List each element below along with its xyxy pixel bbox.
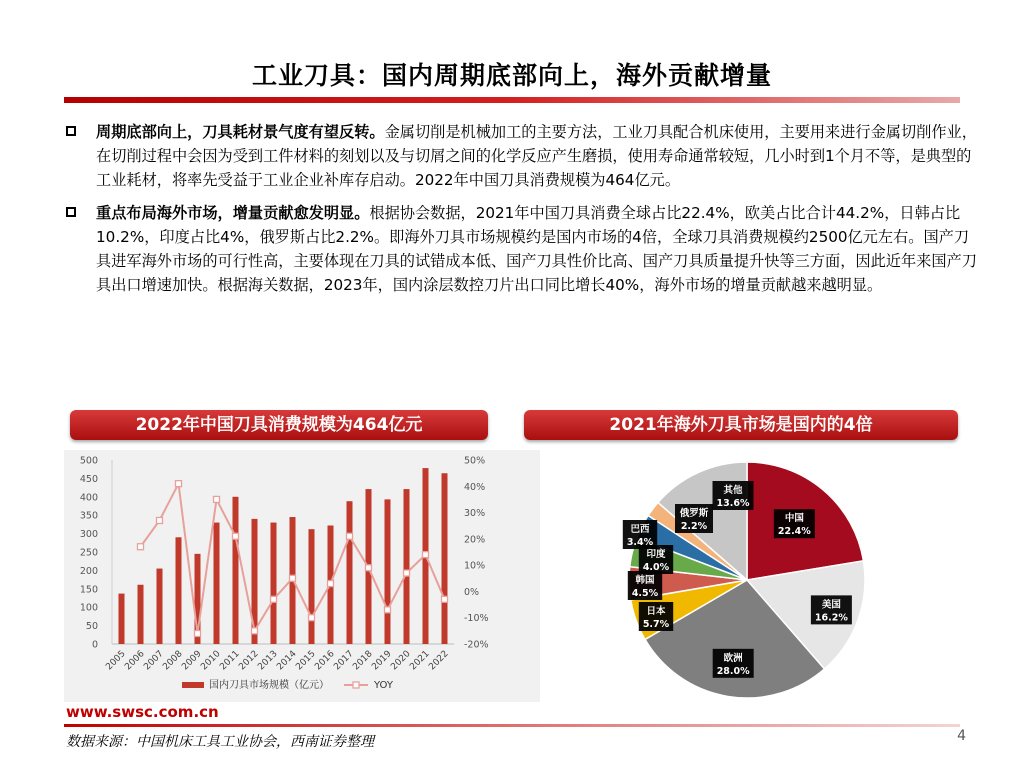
x-tick-label: 2008 (161, 649, 185, 673)
yoy-point (423, 552, 429, 558)
bullet-heading: 周期底部向上，刀具耗材景气度有望反转。 (96, 123, 385, 141)
x-tick-label: 2007 (142, 649, 166, 673)
pie-slice-value: 2.2% (680, 521, 708, 532)
y-tick-label: 400 (79, 492, 98, 504)
yoy-point (214, 496, 220, 502)
x-tick-label: 2020 (389, 649, 413, 673)
x-tick-label: 2012 (237, 649, 261, 673)
y2-tick-label: 50% (464, 455, 486, 467)
x-tick-label: 2015 (294, 649, 318, 673)
bar (138, 585, 144, 644)
yoy-point (290, 575, 296, 581)
x-tick-label: 2021 (408, 649, 432, 673)
bar (347, 501, 353, 644)
yoy-point (138, 544, 144, 550)
yoy-point (271, 596, 277, 602)
bullet-overseas (64, 201, 984, 297)
pie-slice-name: 欧洲 (723, 652, 743, 664)
bar (442, 473, 448, 644)
yoy-point (157, 517, 163, 523)
y-tick-label: 50 (85, 621, 98, 633)
square-bullet-icon (66, 126, 76, 136)
bar (119, 594, 125, 644)
x-tick-label: 2005 (104, 649, 128, 673)
bar (214, 523, 220, 644)
x-tick-label: 2016 (313, 649, 337, 673)
y-tick-label: 350 (79, 510, 98, 522)
legend-line-label: YOY (374, 680, 393, 691)
title-underline (64, 97, 960, 103)
x-tick-label: 2017 (332, 649, 356, 673)
y2-tick-label: -20% (464, 639, 489, 651)
page-number: 4 (957, 728, 966, 744)
bar (233, 497, 239, 644)
y2-tick-label: 10% (464, 560, 486, 572)
bar (385, 499, 391, 644)
legend-line-marker (353, 682, 359, 688)
bar (309, 529, 315, 644)
pie-slice-value: 4.5% (631, 588, 659, 599)
x-tick-label: 2009 (180, 649, 204, 673)
right-chart-banner: 2021年海外刀具市场是国内的4倍 (524, 410, 958, 440)
legend-bar-label: 国内刀具市场规模（亿元） (209, 680, 329, 691)
y-tick-label: 450 (79, 473, 98, 485)
pie-slice-value: 5.7% (642, 619, 670, 630)
pie-slice-name: 巴西 (630, 524, 650, 535)
bar-line-chart (64, 450, 540, 702)
pie-slice-name: 中国 (784, 513, 804, 525)
y-tick-label: 150 (79, 584, 98, 596)
square-bullet-icon (66, 207, 76, 217)
footer-divider (64, 724, 960, 727)
bar (271, 523, 277, 644)
yoy-point (366, 565, 372, 571)
x-tick-label: 2019 (370, 649, 394, 673)
yoy-point (309, 615, 315, 621)
pie-chart-panel (540, 450, 960, 702)
x-tick-label: 2013 (256, 649, 280, 673)
y2-tick-label: -10% (464, 613, 489, 625)
y-tick-label: 500 (79, 455, 98, 467)
left-chart-banner: 2022年中国刀具消费规模为464亿元 (70, 410, 488, 440)
pie-chart (540, 450, 960, 702)
pie-slice-value: 28.0% (716, 665, 750, 677)
pie-slice-name: 日本 (646, 606, 666, 617)
yoy-point (347, 533, 353, 539)
page-title: 工业刀具：国内周期底部向上，海外贡献增量 (251, 61, 772, 90)
y-tick-label: 300 (79, 529, 98, 541)
bullet-text: 金属切削是机械加工的主要方法，工业刀具配合机床使用，主要用来进行金属切削作业，在切削过程中会因为受到工件材料的刻划以及与切屑之间的化学反应产生磨损，使用寿命通常较短，几小时到1个月不等，是典型的工业耗材，将率先受益于工业企业补库存启动。2022年中国刀具消费规模为464亿元。 (96, 123, 977, 189)
yoy-point (252, 628, 258, 634)
yoy-point (442, 596, 448, 602)
y-tick-label: 200 (79, 565, 98, 577)
yoy-point (176, 481, 182, 487)
bar-chart-panel (64, 450, 540, 702)
y-tick-label: 250 (79, 547, 98, 559)
data-source: 数据来源：中国机床工具工业协会，西南证券整理 (66, 734, 374, 750)
x-tick-label: 2011 (218, 649, 242, 673)
pie-slice-value: 3.4% (626, 537, 654, 548)
pie-slice-name: 其他 (723, 485, 743, 496)
pie-slice-value: 16.2% (814, 612, 848, 624)
yoy-point (385, 607, 391, 613)
legend-bar-swatch (182, 682, 204, 688)
bullet-heading: 重点布局海外市场，增量贡献愈发明显。 (96, 204, 370, 222)
pie-slice-name: 印度 (646, 549, 666, 560)
x-tick-label: 2006 (123, 649, 147, 673)
website-url[interactable]: www.swsc.com.cn (66, 703, 219, 721)
pie-slice-name: 韩国 (635, 575, 655, 586)
bar (404, 489, 410, 644)
yoy-point (328, 581, 334, 587)
y2-tick-label: 0% (464, 586, 480, 598)
yoy-point (195, 630, 201, 636)
yoy-point (233, 533, 239, 539)
x-tick-label: 2010 (199, 649, 223, 673)
pie-slice-name: 俄罗斯 (679, 508, 709, 519)
pie-slice-value: 22.4% (777, 526, 811, 538)
pie-slice-name: 美国 (821, 599, 841, 611)
bullet-list (64, 120, 984, 306)
bullet-text: 根据协会数据，2021年中国刀具消费全球占比22.4%，欧美占比合计44.2%，日韩占比10.2%，印度占比4%，俄罗斯占比2.2%。即海外刀具市场规模约是国内市场的4倍，全球刀具消费规模约2500亿元左右。国产刀具进军海外市场的可行性高，主要体现在刀具的试错成本低、国产刀具性价比高、国产刀具质量提升快等三方面，因此近年来国产刀具出口增速加快。根据海关数据，2023年，国内涂层数控刀片出口同比增长40%，海外市场的增量贡献越来越明显。 (96, 204, 977, 294)
y2-tick-label: 20% (464, 534, 486, 546)
bar (157, 569, 163, 644)
y-tick-label: 0 (91, 639, 98, 651)
pie-slice-value: 4.0% (642, 562, 670, 573)
y2-tick-label: 30% (464, 508, 486, 520)
y2-tick-label: 40% (464, 481, 486, 493)
x-tick-label: 2018 (351, 649, 375, 673)
x-tick-label: 2022 (427, 649, 451, 673)
bar (176, 537, 182, 644)
x-tick-label: 2014 (275, 649, 299, 673)
y-tick-label: 100 (79, 602, 98, 614)
bullet-cycle (64, 120, 984, 192)
pie-slice-value: 13.6% (716, 498, 750, 509)
yoy-point (404, 570, 410, 576)
